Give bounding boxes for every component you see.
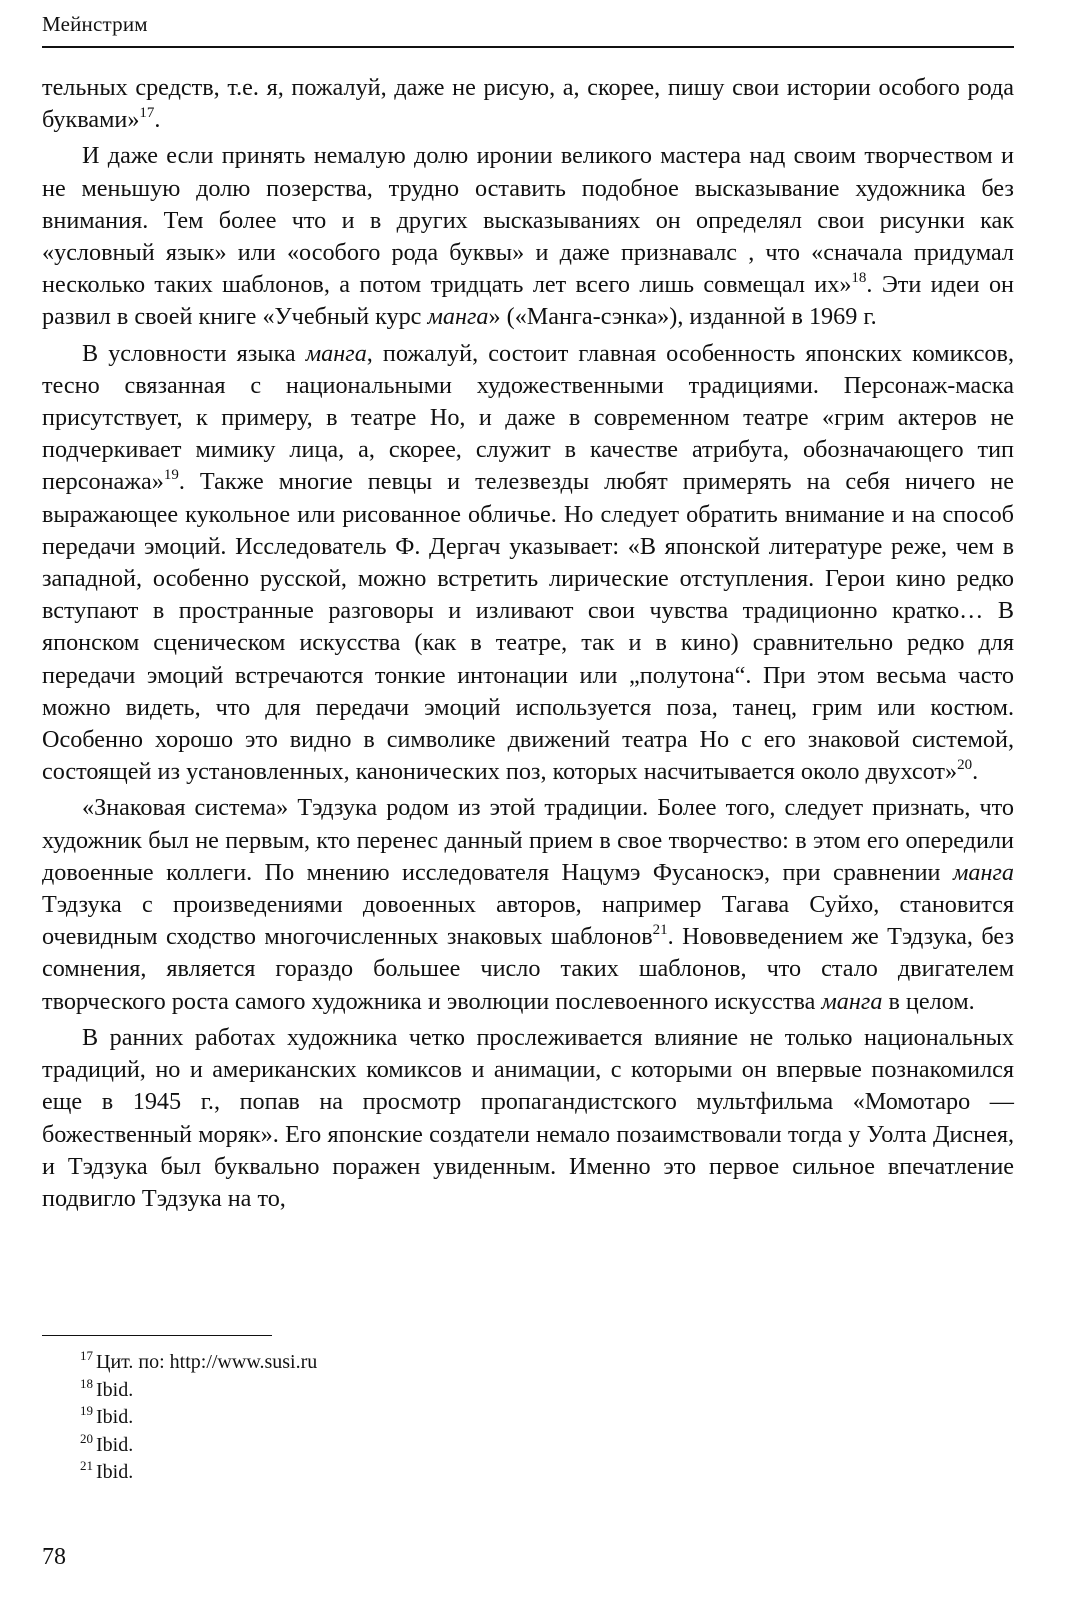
footnote-ref-17: 17 bbox=[139, 105, 155, 122]
footnote-number: 17 bbox=[80, 1348, 93, 1363]
paragraph-text: . Эти идеи он развил в своей книге «Учебный курс bbox=[42, 271, 1014, 331]
italic-term: манга bbox=[305, 339, 367, 367]
footnote-ref-20: 20 bbox=[957, 757, 973, 774]
paragraph-text: . Также многие певцы и телезвезды любят примерять на себя ничего не выражающее кукольное или рисованное обличье. Но следует обратить внимание и на способ передачи эмоций. Исследователь Ф. Дергач указывает: «В японской литературе реже, чем в западной, особенно русской, можно встретить лирические отступления. Герои кино редко вступают в пространные разговоры и изливают свои чувства традиционно кратко… В японском сценическом искусства (как в театре, так и в кино) сравнительно редко для передачи эмоций встречаются тонкие интонации или „полутона“. При этом весьма часто можно видеть, что для передачи эмоций используется поза, танец, грим или костюм. Особенно хорошо это видно в символике движений театра Но с его знаковой системой, состоящей из установленных, канонических поз, которых насчитывается около двухсот» bbox=[42, 468, 1014, 786]
paragraph-3 bbox=[42, 338, 1014, 789]
footnote bbox=[80, 1459, 317, 1487]
footnote bbox=[80, 1404, 317, 1432]
footnote-rule bbox=[42, 1335, 272, 1336]
paragraph-2 bbox=[42, 140, 1014, 333]
paragraph-text: И даже если принять немалую долю иронии великого мастера над своим творчеством и не меньшую долю позерства, трудно оставить подобное высказывание художника без внимания. Тем более что и в других высказываниях он определял свои рисунки как «условный язык» или «особого рода буквы» и даже признавалс , что «сначала придумал несколько таких шаблонов, а потом тридцать лет всего лишь совмещал их» bbox=[42, 142, 1014, 299]
footnote-number: 20 bbox=[80, 1430, 93, 1446]
paragraph-text: в целом. bbox=[882, 987, 975, 1015]
running-title: Мейнстрим bbox=[42, 12, 148, 36]
header-rule bbox=[42, 46, 1014, 48]
footnote-number: 18 bbox=[80, 1375, 93, 1391]
footnote-text: Ibid. bbox=[96, 1378, 134, 1401]
footnote-number: 19 bbox=[80, 1403, 93, 1418]
page-number: 78 bbox=[42, 1544, 66, 1570]
footnote-text: Цит. по: http://www.susi.ru bbox=[96, 1351, 318, 1373]
footnote-text: Ibid. bbox=[96, 1433, 134, 1456]
paragraph-5 bbox=[42, 1022, 1014, 1215]
footnote-ref-19: 19 bbox=[163, 467, 179, 484]
footnote bbox=[80, 1349, 317, 1377]
paragraph-text: «Знаковая система» Тэдзука родом из этой традиции. Более того, следует признать, что художник был не первым, кто перенес данный прием в свое творчество: в этом его опередили довоенные коллеги. По мнению исследователя Нацумэ Фусаноскэ, при сравнении bbox=[42, 794, 1014, 886]
paragraph-4 bbox=[42, 792, 1014, 1017]
italic-term: манга bbox=[821, 987, 883, 1015]
footnote bbox=[80, 1377, 317, 1405]
paragraph-text: . Нововведением же Тэдзука, без сомнения, является гораздо большее число таких шаблонов, что стало двигателем творческого роста самого художника и эволюции послевоенного искусства bbox=[42, 923, 1014, 1015]
paragraph-text: » («Манга-сэнка»), изданной в 1969 г. bbox=[488, 303, 877, 331]
footnote-number: 21 bbox=[80, 1458, 93, 1473]
footnote-text: Ibid. bbox=[96, 1406, 134, 1428]
paragraph-text: Тэдзука с произведениями довоенных авторов, например Тагава Суйхо, становится очевидным сходство многочисленных знаковых шаблонов bbox=[42, 891, 1014, 951]
paragraph-text: В ранних работах художника четко прослеживается влияние не только национальных традиций, но и американских комиксов и анимации, с которыми он впервые познакомился еще в 1945 г., попав на просмотр пропагандистского мультфильма «Момотаро — божественный моряк». Его японские создатели немало позаимствовали тогда у Уолта Диснея, и Тэдзука был буквально поражен увиденным. Именно это первое сильное впечатление подвигло Тэдзука на то, bbox=[42, 1023, 1014, 1212]
footnote-text: Ibid. bbox=[96, 1461, 134, 1483]
footnote-ref-21: 21 bbox=[652, 922, 668, 939]
paragraph-text: , пожалуй, состоит главная особенность японских комиксов, тесно связанная с национальными художественными традициями. Персонаж-маска присутствует, к примеру, в театре Но, и даже в современном театре «грим актеров не подчеркивает мимику лица, а, скорее, служит в качестве атрибута, обозначающего тип персонажа» bbox=[42, 339, 1014, 496]
footnote-ref-18: 18 bbox=[851, 270, 867, 287]
italic-term: манга bbox=[952, 858, 1014, 886]
paragraph-text: тельных средств, т.е. я, пожалуй, даже не рисую, а, скорее, пишу свои истории особого рода буквами» bbox=[42, 74, 1014, 134]
footnotes bbox=[80, 1349, 317, 1487]
footnote bbox=[80, 1432, 317, 1460]
paragraph-text: . bbox=[972, 758, 979, 786]
paragraph-1 bbox=[42, 72, 1014, 136]
paragraph-text: . bbox=[154, 106, 161, 134]
paragraph-text: В условности языка bbox=[82, 339, 306, 367]
main-text bbox=[42, 72, 1014, 1215]
italic-term: манга bbox=[427, 303, 489, 331]
